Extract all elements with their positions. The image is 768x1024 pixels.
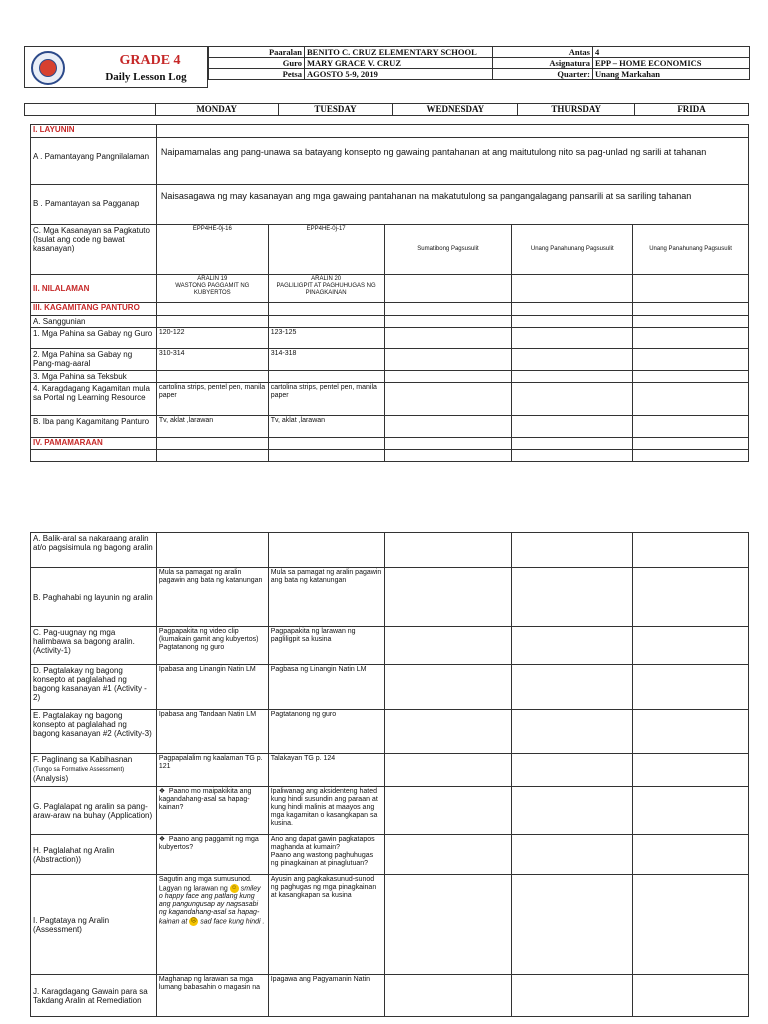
label-iba-pang-kagamitan: B. Iba pang Kagamitang Panturo	[31, 416, 157, 438]
day-thursday: THURSDAY	[518, 104, 635, 116]
label-takdang-aralin: J. Karagdagang Gawain para sa Takdang Aralin at Remediation	[31, 975, 157, 1017]
paglalapat-tuesday: Ipaliwanag ang aksidenteng hated kung hindi susundin ang paraan at kung hindi malinis at maayos ang mga kagamitan o kasangkapan sa kusina.	[268, 787, 384, 835]
code-tuesday: EPP4HE-0j-17	[268, 225, 384, 275]
gabay-guro-tuesday: 123-125	[268, 328, 384, 349]
procedure-table	[30, 532, 749, 1017]
text-pamantayang-pangnilalaman: Naipamamalas ang pang-unawa sa batayang konsepto ng gawaing pantahanan at ang maitutulong nito sa pag-unlad ng sarili at tahanan	[156, 138, 748, 185]
value-quarter: Unang Markahan	[593, 69, 750, 80]
label-karagdagang-kagamitan: 4. Karagdagang Kagamitan mula sa Portal ng Learning Resource	[31, 383, 157, 416]
code-wednesday: Sumatibong Pagsusulit	[384, 225, 512, 275]
label-antas: Antas	[493, 47, 593, 58]
label-paghahabi: B. Paghahabi ng layunin ng aralin	[31, 568, 157, 627]
label-kasanayan: C. Mga Kasanayan sa Pagkatuto (Isulat ang code ng bawat kasanayan)	[31, 225, 157, 275]
pagtalakay-1-monday: Ipabasa ang Linangin Natin LM	[156, 665, 268, 710]
label-pagtalakay-1: D. Pagtalakay ng bagong konsepto at paglalahad ng bagong kasanayan #1 (Activity - 2)	[31, 665, 157, 710]
karagdagang-tuesday: cartolina strips, pentel pen, manila paper	[268, 383, 384, 416]
takdang-aralin-monday: Maghanap ng larawan sa mga lumang babasahin o magasin na	[156, 975, 268, 1017]
day-friday: FRIDA	[635, 104, 749, 116]
label-guro: Guro	[209, 58, 305, 69]
label-gabay-aaral: 2. Mga Pahina sa Gabay ng Pang-mag-aaral	[31, 349, 157, 371]
text-pamantayan-pagganap: Naisasagawa ng may kasanayan ang mga gawaing pantahanan na makatutulong sa pangangalagang pansarili at sa sariling tahanan	[156, 185, 748, 225]
paglinang-sub: (Tungo sa Formative Assessment)	[33, 767, 125, 773]
label-pamantayang-pangnilalaman: A . Pamantayang Pangnilalaman	[31, 138, 157, 185]
pag-uugnay-monday: Pagpapakita ng video clip (kumakain gamit ang kubyertos) Pagtatanong ng guro	[156, 627, 268, 665]
day-wednesday: WEDNESDAY	[393, 104, 518, 116]
header-info-table	[208, 46, 750, 80]
label-paglalapat: G. Paglalapat ng aralin sa pang-araw-araw na buhay (Application)	[31, 787, 157, 835]
label-pamantayan-pagganap: B . Pamantayan sa Pagganap	[31, 185, 157, 225]
gabay-aaral-tuesday: 314-318	[268, 349, 384, 371]
day-monday: MONDAY	[155, 104, 278, 116]
karagdagang-monday: cartolina strips, pentel pen, manila paper	[156, 383, 268, 416]
value-asignatura: EPP – HOME ECONOMICS	[593, 58, 750, 69]
paglalapat-monday: ❖ Paano mo maipakikita ang kagandahang-asal sa hapag-kainan?	[156, 787, 268, 835]
pagtataya-tuesday: Ayusin ang pagkakasunud-sunod ng paghugas ng mga pinagkainan at kasangkapan sa kusina	[268, 875, 384, 975]
iba-monday: Tv, aklat ,larawan	[156, 416, 268, 438]
diamond-bullet-icon: ❖	[158, 788, 166, 795]
paglalahat-monday: ❖ Paano ang paggamit ng mga kubyertos?	[156, 835, 268, 875]
deped-seal-icon	[31, 51, 65, 85]
log-title: Daily Lesson Log	[105, 71, 187, 83]
label-quarter: Quarter:	[493, 69, 593, 80]
header-left	[24, 46, 208, 88]
grade-title: GRADE 4	[119, 53, 181, 68]
gabay-guro-monday: 120-122	[156, 328, 268, 349]
sad-face-icon: ☹	[190, 918, 197, 925]
pagtalakay-1-tuesday: Pagbasa ng Linangin Natin LM	[268, 665, 384, 710]
smiley-face-icon: ☺	[231, 885, 238, 891]
label-balik-aral: A. Balik-aral sa nakaraang aralin at/o pagsisimula ng bagong aralin	[31, 533, 157, 568]
label-pagtataya: I. Pagtataya ng Aralin (Assessment)	[31, 875, 157, 975]
section-pamamaraan: IV. PAMAMARAAN	[31, 438, 157, 450]
code-monday: EPP4HE-0j-16	[156, 225, 268, 275]
value-guro: MARY GRACE V. CRUZ	[305, 58, 493, 69]
label-paaralan: Paaralan	[209, 47, 305, 58]
day-header-row	[24, 103, 749, 116]
objectives-table	[30, 124, 749, 462]
nilalaman-tuesday: ARALIN 20 PAGLILIGPIT AT PAGHUHUGAS NG PINAGKAINAN	[268, 275, 384, 303]
paghahabi-tuesday: Mula sa pamagat ng aralin pagawin ang bata ng katanungan	[268, 568, 384, 627]
pagtalakay-2-tuesday: Pagtatanong ng guro	[268, 710, 384, 754]
paglalahat-tuesday: Ano ang dapat gawin pagkatapos maghanda at kumain? Paano ang wastong paghuhugas ng pinagkainan at pinaglutuan?	[268, 835, 384, 875]
label-gabay-guro: 1. Mga Pahina sa Gabay ng Guro	[31, 328, 157, 349]
label-teksbuk: 3. Mga Pahina sa Teksbuk	[31, 371, 157, 383]
pagtataya-monday: Sagutin ang mga sumusunod. Lagyan ng larawan ng ☺ smiley o happy face ang patlang kung ang pangungusap ay nagsasabi ng kagandahang-asal sa hapag-kainan at ☹ sad face kung hindi .	[156, 875, 268, 975]
value-paaralan: BENITO C. CRUZ ELEMENTARY SCHOOL	[305, 47, 493, 58]
section-layunin: I. LAYUNIN	[31, 125, 157, 138]
label-pag-uugnay: C. Pag-uugnay ng mga halimbawa sa bagong aralin. (Activity-1)	[31, 627, 157, 665]
section-nilalaman: II. NILALAMAN	[31, 275, 157, 303]
label-paglinang: F. Paglinang sa Kabihasnan (Tungo sa Formative Assessment) (Analysis)	[31, 754, 157, 787]
paghahabi-monday: Mula sa pamagat ng aralin pagawin ang bata ng katanungan	[156, 568, 268, 627]
kasanayan-note: (Isulat ang code ng bawat kasanayan)	[33, 235, 125, 253]
iba-tuesday: Tv, aklat ,larawan	[268, 416, 384, 438]
value-antas: 4	[593, 47, 750, 58]
day-tuesday: TUESDAY	[278, 104, 393, 116]
nilalaman-monday: ARALIN 19 WASTONG PAGGAMIT NG KUBYERTOS	[156, 275, 268, 303]
paglinang-tuesday: Talakayan TG p. 124	[268, 754, 384, 787]
gabay-aaral-monday: 310-314	[156, 349, 268, 371]
paglinang-monday: Pagpapalalim ng kaalaman TG p. 121	[156, 754, 268, 787]
label-sanggunian: A. Sanggunian	[31, 316, 157, 328]
pag-uugnay-tuesday: Pagpapakita ng larawan ng pagliligpit sa kusina	[268, 627, 384, 665]
pagtalakay-2-monday: Ipabasa ang Tandaan Natin LM	[156, 710, 268, 754]
section-kagamitan: III. KAGAMITANG PANTURO	[31, 303, 157, 316]
value-petsa: AGOSTO 5-9, 2019	[305, 69, 493, 80]
code-friday: Unang Panahunang Pagsusulit	[633, 225, 749, 275]
code-thursday: Unang Panahunang Pagsusulit	[512, 225, 633, 275]
label-paglalahat: H. Paglalahat ng Aralin (Abstraction))	[31, 835, 157, 875]
paglinang-sub2: (Analysis)	[33, 774, 69, 783]
label-petsa: Petsa	[209, 69, 305, 80]
label-asignatura: Asignatura	[493, 58, 593, 69]
takdang-aralin-tuesday: Ipagawa ang Pagyamanin Natin	[268, 975, 384, 1017]
label-pagtalakay-2: E. Pagtalakay ng bagong konsepto at paglalahad ng bagong kasanayan #2 (Activity-3)	[31, 710, 157, 754]
diamond-bullet-icon: ❖	[158, 836, 166, 843]
